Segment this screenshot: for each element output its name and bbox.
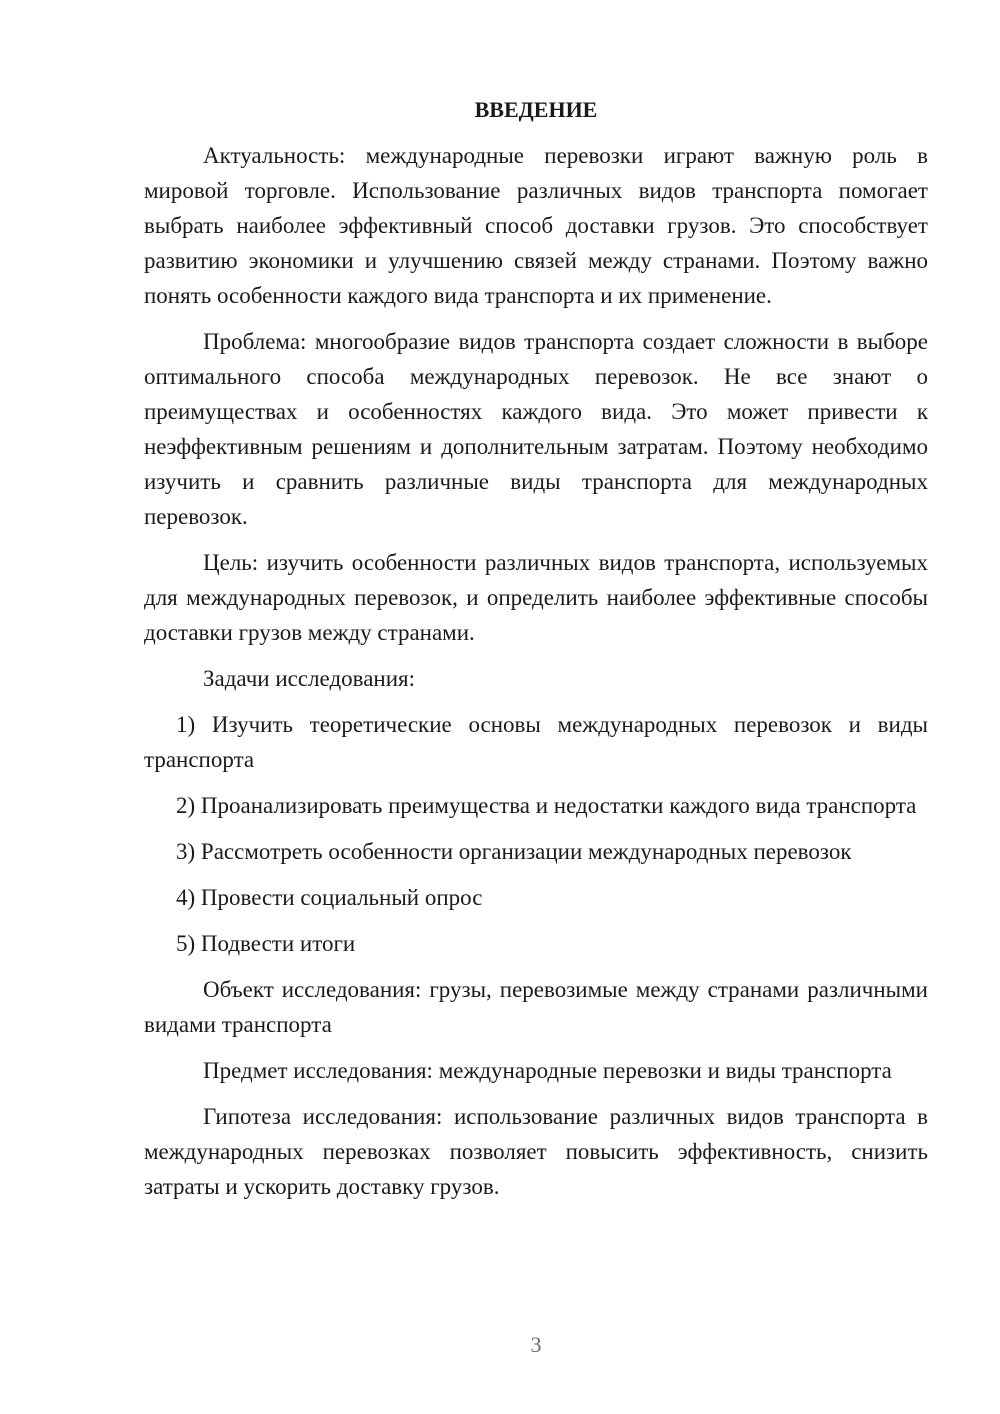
list-item: 3) Рассмотреть особенности организации международных перевозок <box>176 839 852 864</box>
page-content <box>144 92 928 1204</box>
paragraph-object: Объект исследования: грузы, перевозимые между странами различными видами транспорта <box>144 977 928 1037</box>
paragraph-hypothesis: Гипотеза исследования: использование различных видов транспорта в международных перевозках позволяет повысить эффективность, снизить затраты и ускорить доставку грузов. <box>144 1104 928 1199</box>
list-item: 1) Изучить теоретические основы международных перевозок и виды транспорта <box>144 712 928 772</box>
paragraph-goal: Цель: изучить особенности различных видов транспорта, используемых для международных перевозок, и определить наиболее эффективные способы доставки грузов между странами. <box>144 550 928 645</box>
list-item: 5) Подвести итоги <box>176 931 356 956</box>
section-title: ВВЕДЕНИЕ <box>474 97 598 122</box>
paragraph-problem: Проблема: многообразие видов транспорта создает сложности в выборе оптимального способа международных перевозок. Не все знают о преимуществах и особенностях каждого вида. Это может привести к неэффективным решениям и дополнительным затратам. Поэтому необходимо изучить и сравнить различные виды транспорта для международных перевозок. <box>144 329 928 529</box>
tasks-heading: Задачи исследования: <box>203 666 416 691</box>
paragraph-relevance: Актуальность: международные перевозки играют важную роль в мировой торговле. Использование различных видов транспорта помогает выбрать наиболее эффективный способ доставки грузов. Это способствует развитию экономики и улучшению связей между странами. Поэтому важно понять особенности каждого вида транспорта и их применение. <box>144 143 928 308</box>
list-item: 2) Проанализировать преимущества и недостатки каждого вида транспорта <box>176 793 917 818</box>
paragraph-subject: Предмет исследования: международные перевозки и виды транспорта <box>203 1058 892 1083</box>
list-item: 4) Провести социальный опрос <box>176 885 483 910</box>
page-number: 3 <box>530 1332 542 1357</box>
tasks-list <box>144 707 928 961</box>
